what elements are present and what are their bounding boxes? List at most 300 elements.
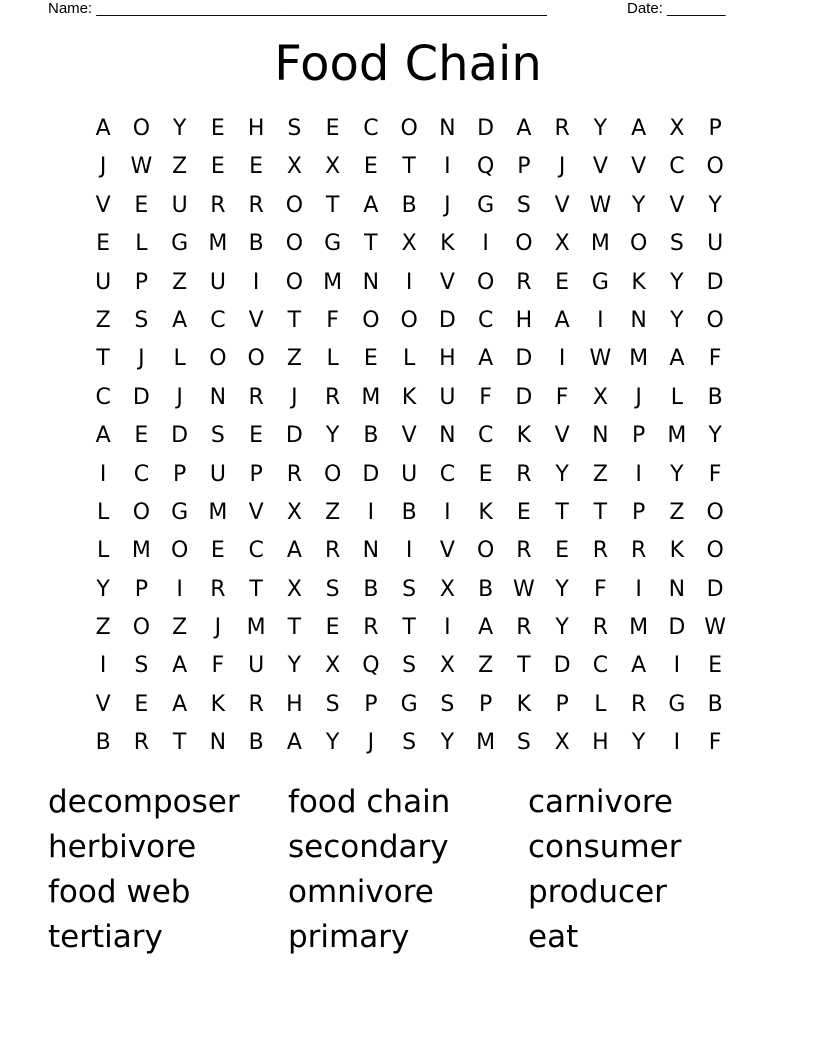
grid-letter: P (555, 691, 569, 717)
grid-letter: K (401, 384, 417, 410)
page-title: Food Chain (274, 36, 542, 92)
grid-letter: Z (95, 615, 111, 641)
grid-letter: A (172, 653, 188, 679)
grid-letter: F (326, 307, 339, 333)
grid-letter: A (478, 346, 494, 372)
grid-letter: P (631, 499, 646, 525)
grid-letter: I (673, 653, 681, 679)
grid-letter: Y (593, 116, 608, 141)
grid-letter: B (401, 192, 417, 218)
grid-letter: T (325, 192, 340, 218)
word-bank-item: primary (288, 919, 410, 955)
grid-letter: R (516, 269, 532, 295)
grid-letter: E (134, 691, 149, 717)
grid-letter: D (477, 116, 495, 141)
grid-letter: O (132, 116, 151, 141)
grid-letter: U (209, 269, 226, 295)
grid-letter: H (439, 346, 456, 372)
grid-letter: J (558, 154, 566, 180)
grid-letter: N (668, 576, 686, 602)
word-bank-item: secondary (288, 829, 449, 865)
grid-letter: I (673, 730, 681, 756)
grid-letter: G (171, 231, 189, 257)
grid-letter: R (286, 461, 303, 487)
grid-letter: C (248, 538, 264, 564)
grid-letter: E (249, 154, 264, 180)
grid-letter: O (400, 307, 418, 333)
grid-letter: K (478, 499, 493, 525)
grid-letter: C (439, 461, 456, 487)
grid-letter: O (706, 538, 724, 564)
grid-letter: P (172, 461, 187, 487)
grid-letter: F (708, 346, 722, 372)
word-bank-item: consumer (528, 829, 682, 865)
grid-letter: E (325, 615, 340, 641)
grid-letter: E (708, 653, 723, 679)
grid-letter: V (248, 499, 264, 525)
grid-letter: T (555, 499, 569, 525)
grid-letter: V (95, 691, 111, 717)
grid-letter: C (477, 307, 494, 333)
grid-letter: M (131, 538, 151, 564)
word-bank-item: producer (528, 874, 667, 910)
grid-letter: T (593, 499, 608, 525)
grid-letter: I (635, 576, 642, 602)
worksheet-header (0, 0, 816, 20)
grid-letter: X (554, 730, 570, 756)
grid-letter: T (287, 615, 302, 641)
grid-letter: Z (325, 499, 341, 525)
grid-letter: R (248, 384, 264, 410)
grid-letter: U (439, 384, 456, 410)
grid-letter: A (478, 615, 494, 641)
grid-letter: X (592, 384, 608, 410)
grid-letter: J (176, 384, 183, 410)
grid-letter: S (210, 423, 225, 449)
grid-letter: Y (325, 423, 340, 449)
grid-letter: L (670, 384, 683, 410)
grid-letter: L (402, 346, 416, 372)
grid-letter: A (363, 192, 379, 218)
grid-letter: V (631, 154, 647, 180)
grid-letter: A (669, 346, 685, 372)
grid-letter: C (133, 461, 150, 487)
grid-letter: C (363, 116, 379, 141)
grid-letter: E (325, 116, 340, 141)
grid-letter: Z (172, 269, 188, 295)
grid-letter: D (515, 346, 533, 372)
grid-letter: B (248, 231, 264, 257)
grid-letter: B (707, 384, 723, 410)
grid-letter: N (209, 730, 227, 756)
grid-letter: L (594, 691, 607, 717)
grid-letter: M (208, 499, 228, 525)
grid-letter: E (134, 423, 149, 449)
grid-letter: D (438, 307, 456, 333)
grid-letter: E (516, 499, 531, 525)
grid-letter: I (597, 307, 604, 333)
grid-letter: K (669, 538, 685, 564)
word-search-grid (84, 110, 734, 763)
grid-letter: V (592, 154, 608, 180)
grid-letter: W (130, 154, 153, 180)
grid-letter: Y (172, 116, 187, 141)
word-bank (48, 780, 768, 960)
grid-letter: V (554, 192, 570, 218)
grid-letter: I (444, 499, 451, 525)
grid-letter: X (439, 576, 455, 602)
grid-letter: A (516, 116, 532, 141)
grid-letter: K (440, 231, 455, 257)
grid-letter: K (210, 691, 226, 717)
grid-letter: X (286, 499, 302, 525)
grid-letter: O (706, 307, 724, 333)
grid-letter: Q (476, 154, 495, 180)
grid-letter: D (515, 384, 533, 410)
grid-letter: E (478, 461, 493, 487)
grid-letter: S (134, 307, 149, 333)
grid-letter: J (138, 346, 145, 372)
grid-letter: U (248, 653, 265, 679)
grid-letter: V (401, 423, 417, 449)
grid-letter: I (444, 615, 451, 641)
grid-letter: R (630, 691, 647, 717)
grid-letter: E (210, 116, 225, 141)
grid-letter: R (324, 384, 341, 410)
grid-letter: P (478, 691, 493, 717)
grid-letter: T (517, 653, 531, 679)
grid-letter: J (367, 730, 375, 756)
grid-letter: T (402, 615, 416, 641)
grid-letter: S (325, 576, 340, 602)
grid-letter: A (172, 307, 188, 333)
grid-letter: M (629, 346, 649, 372)
grid-letter: V (248, 307, 264, 333)
grid-letter: R (133, 730, 150, 756)
grid-letter: V (439, 538, 455, 564)
grid-letter: O (285, 192, 304, 218)
grid-letter: I (99, 461, 107, 487)
grid-letter: C (592, 653, 609, 679)
grid-letter: T (172, 730, 187, 756)
grid-letter: B (363, 576, 379, 602)
grid-letter: D (362, 461, 380, 487)
grid-letter: F (594, 576, 607, 602)
grid-letter: R (248, 691, 264, 717)
grid-letter: E (555, 538, 570, 564)
word-bank-item: food chain (288, 784, 451, 820)
grid-letter: Y (670, 307, 684, 333)
grid-letter: J (214, 615, 222, 641)
grid-letter: N (362, 269, 380, 295)
grid-letter: O (400, 116, 418, 141)
date-field: Date: _______ (627, 0, 726, 17)
grid-letter: X (325, 154, 341, 180)
grid-letter: Y (555, 576, 569, 602)
grid-letter: H (592, 730, 609, 756)
grid-letter: Z (172, 154, 188, 180)
grid-letter: K (631, 269, 646, 295)
grid-letter: J (99, 154, 107, 180)
grid-letter: K (516, 423, 532, 449)
grid-letter: N (439, 116, 456, 141)
grid-letter: U (401, 461, 418, 487)
grid-letter: X (669, 116, 685, 141)
grid-letter: X (401, 231, 417, 257)
grid-letter: S (440, 691, 455, 717)
grid-letter: E (363, 154, 378, 180)
grid-letter: Z (669, 499, 685, 525)
grid-letter: Y (631, 730, 646, 756)
grid-letter: B (401, 499, 417, 525)
grid-letter: Y (631, 192, 646, 218)
grid-letter: W (704, 615, 726, 641)
grid-letter: Z (172, 615, 188, 641)
grid-letter: E (134, 192, 149, 218)
grid-letter: W (512, 576, 535, 602)
grid-letter: Y (325, 730, 340, 756)
word-bank-item: food web (48, 874, 191, 910)
grid-letter: H (247, 116, 265, 141)
grid-letter: E (210, 154, 225, 180)
grid-letter: R (516, 461, 532, 487)
grid-letter: S (402, 653, 417, 679)
grid-letter: S (669, 231, 684, 257)
grid-letter: R (363, 615, 379, 641)
grid-letter: S (287, 116, 302, 141)
grid-letter: R (210, 576, 226, 602)
grid-letter: D (285, 423, 303, 449)
grid-letter: P (249, 461, 263, 487)
grid-letter: W (589, 346, 612, 372)
grid-letter: G (324, 231, 342, 257)
grid-letter: O (285, 231, 304, 257)
grid-letter: V (554, 423, 570, 449)
grid-letter: Y (670, 269, 684, 295)
grid-letter: R (516, 615, 532, 641)
grid-letter: M (629, 615, 649, 641)
grid-letter: R (516, 538, 532, 564)
grid-letter: O (476, 269, 495, 295)
grid-letter: N (209, 384, 227, 410)
grid-letter: P (134, 576, 149, 602)
grid-letter: D (668, 615, 686, 641)
word-bank-item: eat (528, 919, 579, 955)
grid-letter: T (249, 576, 263, 602)
grid-letter: G (171, 499, 189, 525)
grid-letter: O (323, 461, 342, 487)
grid-letter: O (362, 307, 380, 333)
grid-letter: E (249, 423, 264, 449)
grid-letter: M (323, 269, 343, 295)
grid-letter: B (248, 730, 264, 756)
grid-letter: I (99, 653, 107, 679)
grid-letter: P (708, 116, 722, 141)
grid-letter: X (325, 653, 341, 679)
grid-letter: I (444, 154, 451, 180)
grid-letter: B (363, 423, 379, 449)
grid-letter: M (590, 231, 610, 257)
grid-letter: R (554, 116, 570, 141)
grid-letter: O (476, 538, 495, 564)
grid-letter: M (476, 730, 496, 756)
word-bank-item: tertiary (48, 919, 163, 955)
grid-letter: S (402, 576, 417, 602)
grid-letter: I (176, 576, 183, 602)
grid-letter: E (210, 538, 225, 564)
word-bank-item: omnivore (288, 874, 434, 910)
grid-letter: G (591, 269, 609, 295)
grid-letter: Z (286, 346, 302, 372)
grid-letter: D (553, 653, 571, 679)
grid-letter: F (708, 461, 722, 487)
grid-letter: F (211, 653, 225, 679)
grid-letter: I (405, 538, 413, 564)
grid-letter: Y (555, 615, 569, 641)
grid-letter: R (248, 192, 264, 218)
grid-letter: A (554, 307, 570, 333)
grid-letter: Z (592, 461, 608, 487)
grid-letter: Y (287, 653, 302, 679)
grid-letter: O (247, 346, 265, 372)
grid-letter: A (286, 730, 302, 756)
grid-letter: L (96, 499, 110, 525)
grid-letter: R (630, 538, 647, 564)
name-field: Name: ______________________________________________________ (48, 0, 547, 17)
grid-letter: J (444, 192, 451, 218)
grid-letter: O (285, 269, 304, 295)
grid-letter: A (95, 116, 111, 141)
grid-letter: D (132, 384, 150, 410)
grid-letter: U (95, 269, 112, 295)
grid-letter: I (405, 269, 413, 295)
grid-letter: T (287, 307, 302, 333)
grid-letter: L (326, 346, 339, 372)
grid-letter: M (246, 615, 266, 641)
grid-letter: K (516, 691, 532, 717)
grid-letter: A (286, 538, 302, 564)
grid-letter: Y (708, 192, 722, 218)
grid-letter: O (706, 154, 724, 180)
grid-letter: E (555, 269, 570, 295)
grid-letter: J (635, 384, 642, 410)
grid-letter: M (361, 384, 381, 410)
grid-letter: C (210, 307, 226, 333)
grid-letter: E (363, 346, 378, 372)
grid-letter: X (286, 154, 302, 180)
grid-letter: A (631, 116, 647, 141)
grid-letter: S (134, 653, 149, 679)
grid-letter: F (479, 384, 492, 410)
grid-letter: O (706, 499, 724, 525)
grid-letter: V (439, 269, 455, 295)
grid-letter: I (252, 269, 260, 295)
grid-letter: C (95, 384, 111, 410)
grid-letter: D (706, 576, 724, 602)
grid-letter: B (707, 691, 723, 717)
grid-letter: Z (478, 653, 494, 679)
grid-letter: I (635, 461, 642, 487)
grid-letter: O (170, 538, 189, 564)
grid-letter: B (478, 576, 494, 602)
grid-letter: R (210, 192, 226, 218)
grid-letter: X (286, 576, 302, 602)
grid-letter: P (134, 269, 149, 295)
grid-letter: P (517, 154, 531, 180)
grid-letter: N (439, 423, 456, 449)
grid-letter: G (477, 192, 495, 218)
grid-letter: S (402, 730, 417, 756)
grid-letter: A (95, 423, 111, 449)
grid-letter: O (629, 231, 648, 257)
word-bank-item: carnivore (528, 784, 673, 820)
grid-letter: V (669, 192, 685, 218)
grid-letter: V (95, 192, 111, 218)
grid-letter: D (706, 269, 724, 295)
grid-letter: M (208, 231, 228, 257)
grid-letter: S (516, 192, 531, 218)
grid-letter: O (515, 231, 533, 257)
grid-letter: C (477, 423, 494, 449)
grid-letter: I (482, 231, 489, 257)
grid-letter: L (173, 346, 186, 372)
grid-letter: E (96, 231, 111, 257)
grid-letter: S (516, 730, 531, 756)
grid-letter: D (171, 423, 189, 449)
grid-letter: S (325, 691, 340, 717)
grid-letter: J (291, 384, 298, 410)
grid-letter: F (555, 384, 569, 410)
grid-letter: A (631, 653, 647, 679)
grid-letter: M (667, 423, 687, 449)
grid-letter: H (515, 307, 533, 333)
grid-letter: H (286, 691, 303, 717)
grid-letter: Y (670, 461, 684, 487)
grid-letter: U (209, 461, 226, 487)
word-bank-item: decomposer (48, 784, 240, 820)
grid-letter: O (132, 499, 151, 525)
grid-letter: R (592, 615, 609, 641)
grid-letter: I (367, 499, 375, 525)
grid-letter: G (668, 691, 686, 717)
grid-letter: O (209, 346, 227, 372)
grid-letter: N (592, 423, 609, 449)
grid-letter: B (95, 730, 111, 756)
grid-letter: L (135, 231, 148, 257)
grid-letter: W (589, 192, 612, 218)
grid-letter: Y (96, 576, 110, 602)
grid-letter: N (630, 307, 647, 333)
grid-letter: O (132, 615, 151, 641)
grid-letter: L (96, 538, 110, 564)
grid-letter: G (400, 691, 418, 717)
grid-letter: Z (95, 307, 111, 333)
grid-letter: C (669, 154, 685, 180)
grid-letter: N (362, 538, 380, 564)
grid-letter: Y (555, 461, 569, 487)
grid-letter: X (554, 231, 570, 257)
grid-letter: F (708, 730, 722, 756)
grid-letter: U (707, 231, 724, 257)
grid-letter: T (96, 346, 110, 372)
grid-letter: Y (440, 730, 455, 756)
grid-letter: P (364, 691, 378, 717)
grid-letter: X (439, 653, 455, 679)
grid-letter: T (402, 154, 416, 180)
grid-letter: Y (708, 423, 722, 449)
grid-letter: I (558, 346, 566, 372)
grid-letter: Q (362, 653, 380, 679)
